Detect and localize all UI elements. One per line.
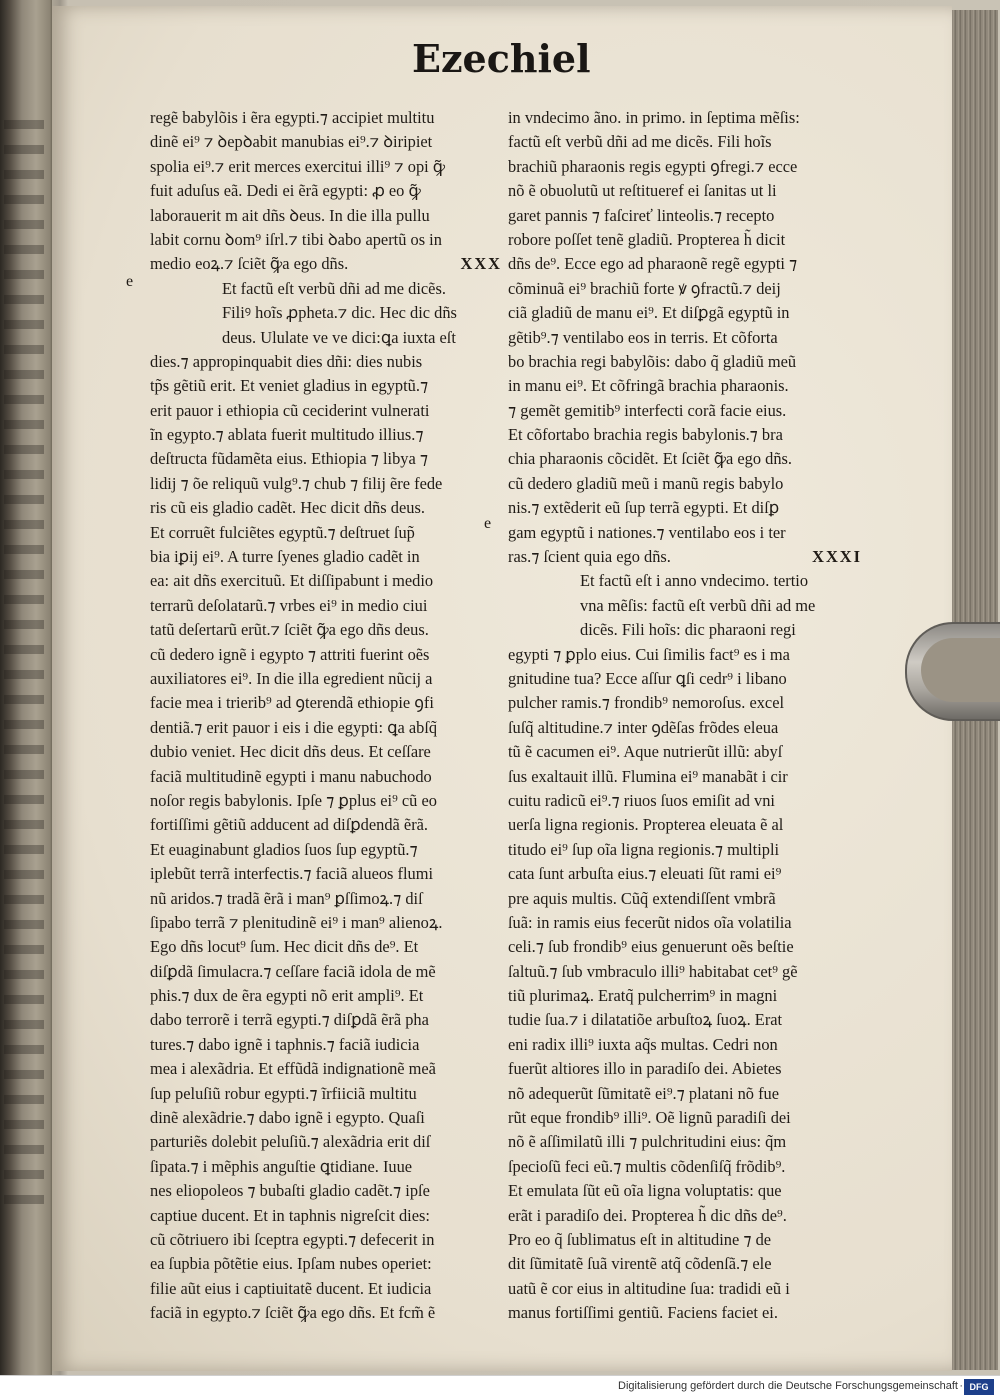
- text-line: [508, 204, 862, 228]
- text-line: [508, 130, 862, 154]
- text-line: [508, 521, 862, 545]
- text-line: [150, 813, 502, 837]
- text-line: [508, 716, 862, 740]
- text-line-content: gnitudine tua? Ecce aſſur ꝗſi cedr⁹ i libano: [508, 668, 787, 688]
- text-line: [150, 716, 502, 740]
- funding-notice: Digitalisierung gefördert durch die Deutsche Forschungsgemeinschaft: [618, 1380, 958, 1392]
- text-line: [508, 301, 862, 325]
- text-line: [150, 228, 502, 252]
- text-line: [150, 740, 502, 764]
- text-line: [508, 691, 862, 715]
- text-line-content: ſpecioſũ feci eũ.⁊ multis cõdenſiſq̃ frõdib⁹.: [508, 1156, 786, 1176]
- text-line: [508, 277, 862, 301]
- text-line: [508, 399, 862, 423]
- text-line: [508, 1082, 862, 1106]
- text-line-content: egypti ⁊ ꝑplo eius. Cui ſimilis fact⁹ es i ma: [508, 644, 790, 664]
- text-line-content: dubio veniet. Hec dicit dñs deus. Et ceſſare: [150, 742, 431, 762]
- text-line-content: pulcher ramis.⁊ frondib⁹ nemoroſus. excel: [508, 693, 785, 713]
- text-line-content: nõ ẽ aſſimilatũ illi ⁊ pulchritudini eius: q̃m: [508, 1132, 787, 1152]
- text-line: [150, 155, 502, 179]
- text-line: [150, 252, 502, 276]
- text-line: [508, 1008, 862, 1032]
- text-line: [508, 1179, 862, 1203]
- text-line-content: robore poſſet tenẽ gladiũ. Propterea h̃ dicit: [508, 229, 786, 249]
- text-line: [508, 1301, 862, 1325]
- text-line: [150, 1130, 502, 1154]
- text-line: [508, 350, 862, 374]
- text-line: [150, 1033, 502, 1057]
- left-column: [150, 106, 502, 1326]
- text-line: [508, 252, 862, 276]
- text-line: [508, 447, 862, 471]
- text-line: [508, 813, 862, 837]
- text-line-content: erãt i paradiſo dei. Propterea h̃ dic dñs de⁹.: [508, 1205, 787, 1225]
- text-line-content: phis.⁊ dux de ẽra egypti nõ erit ampli⁹. Et: [150, 986, 424, 1006]
- text-line-content: faciã multitudinẽ egypti i manu nabuchodo: [150, 766, 432, 786]
- text-line-content: titudo ei⁹ ſup oĩa ligna regionis.⁊ multipli: [508, 839, 780, 859]
- text-line-content: ras.⁊ ſcient quia ego dñs.: [508, 547, 671, 567]
- text-line-content: nõ ẽ obuolutũ ut reſtitueref ei ſanitas ut li: [508, 181, 777, 201]
- text-line-content: chia pharaonis cõcidẽt. Et ſciẽt ꝙ̃a ego dñs.: [508, 449, 793, 469]
- text-line: [150, 935, 502, 959]
- text-line: [508, 228, 862, 252]
- text-line: [150, 1204, 502, 1228]
- text-line: [150, 1252, 502, 1276]
- text-line: [150, 130, 502, 154]
- text-line: [508, 789, 862, 813]
- text-line: [150, 447, 502, 471]
- text-line: [150, 789, 502, 813]
- text-line-content: Et factũ eſt i anno vndecimo. tertio: [580, 571, 809, 591]
- text-line-content: spolia ei⁹.⁊ erit merces exercitui illi⁹ ⁊ opi ꝙ̃: [150, 156, 446, 176]
- text-line-content: Pro eo q̃ ſublimatus eſt in altitudine ⁊ de: [508, 1229, 772, 1249]
- text-line-content: dentiã.⁊ erit pauor i eis i die egypti: ꝗa abſq̃: [150, 717, 438, 737]
- text-line: [508, 740, 862, 764]
- text-line: [150, 1228, 502, 1252]
- text-line-content: mea i alexãdria. Et effũdã indignationẽ meã: [150, 1059, 436, 1079]
- text-line: [508, 643, 862, 667]
- text-line-content: nõ adequerũt ſũmitatẽ ei⁹.⁊ platani nõ fue: [508, 1083, 780, 1103]
- running-head: Ezechiel: [412, 36, 591, 81]
- text-line: [508, 545, 862, 569]
- text-line: [150, 301, 502, 325]
- text-line-content: dabo terrorẽ i terrã egypti.⁊ diſꝑdã ẽrã pha: [150, 1010, 429, 1030]
- text-line: [150, 1106, 502, 1130]
- text-line-content: lidij ⁊ õe reliquũ vulg⁹.⁊ chub ⁊ filij ẽre fede: [150, 473, 443, 493]
- text-line: [150, 1277, 502, 1301]
- text-line: [150, 765, 502, 789]
- text-line: [150, 106, 502, 130]
- text-line-content: erit pauor i ethiopia cũ ceciderint vulnerati: [150, 400, 430, 420]
- right-column: [508, 106, 862, 1326]
- text-line: [150, 326, 502, 350]
- book-page: [52, 6, 952, 1371]
- text-line: [508, 618, 862, 642]
- text-line: [508, 1155, 862, 1179]
- text-line-content: labit cornu ꝺom⁹ iſrl.⁊ tibi ꝺabo apertũ os in: [150, 229, 442, 249]
- text-line: [508, 374, 862, 398]
- text-line-content: diſꝑdã ſimulacra.⁊ ceſſare faciã idola de mẽ: [150, 961, 436, 981]
- text-line-content: auxiliatores ei⁹. In die illa egredient nũcij a: [150, 668, 433, 688]
- text-line: [508, 1277, 862, 1301]
- text-line: [508, 1130, 862, 1154]
- text-line-content: dinẽ ei⁹ ⁊ ꝺepꝺabit manubias ei⁹.⁊ ꝺiripiet: [150, 132, 433, 152]
- text-line-content: Ego dñs locut⁹ ſum. Hec dicit dñs de⁹. Et: [150, 937, 419, 957]
- book-clasp: [905, 622, 1000, 721]
- text-line: [508, 106, 862, 130]
- text-line-content: dicẽs. Fili hoĩs: dic pharaoni regi: [580, 620, 796, 640]
- text-line-content: ⁊ gemẽt gemitib⁹ interfecti corã facie eius.: [508, 400, 787, 420]
- text-line: [508, 960, 862, 984]
- text-line-content: factũ eſt verbũ dñi ad me dicẽs. Fili hoĩs: [508, 132, 772, 152]
- text-line: [508, 838, 862, 862]
- text-line: [150, 1155, 502, 1179]
- text-line-content: ſipata.⁊ i mẽphis anguſtie ꝗtidiane. Iuue: [150, 1156, 413, 1176]
- text-line-content: ſaltuũ.⁊ ſub vmbraculo illi⁹ habitabat cet⁹ gẽ: [508, 961, 798, 981]
- text-line: [150, 960, 502, 984]
- text-line: [150, 1057, 502, 1081]
- text-line: [508, 1204, 862, 1228]
- text-line-content: ſup peluſiũ robur egypti.⁊ ĩrfiiciã multitu: [150, 1083, 417, 1103]
- text-line-content: ſuſq̃ altitudine.⁊ inter ꝯdẽſas frõdes eleua: [508, 717, 779, 737]
- text-line: [150, 545, 502, 569]
- footer-separator: ·: [959, 1380, 963, 1392]
- text-line-content: ea: ait dñs exercituũ. Et diſſipabunt i medio: [150, 571, 434, 591]
- text-line-content: facie mea i trierib⁹ ad ꝯterendã ethiopie ꝯfi: [150, 693, 434, 713]
- text-line: [150, 667, 502, 691]
- text-line-content: in manu ei⁹. Et cõfringã brachia pharaonis.: [508, 376, 789, 396]
- text-line: [508, 887, 862, 911]
- text-line: [150, 399, 502, 423]
- text-line: [508, 594, 862, 618]
- text-line: [508, 765, 862, 789]
- margin-letter-right: e: [484, 515, 492, 532]
- text-line-content: manus fortiſſimi gentiũ. Faciens faciet ei.: [508, 1303, 778, 1323]
- text-line-content: uatũ ẽ cor eius in altitudine ſua: tradidi eũ i: [508, 1278, 790, 1298]
- text-line: [508, 472, 862, 496]
- text-line-content: terrarũ deſolatarũ.⁊ vrbes ei⁹ in medio ciui: [150, 595, 428, 615]
- text-line-content: ſuã: in ramis eius fecerũt nidos oĩa volatilia: [508, 912, 792, 932]
- text-line-content: fortiſſimi gẽtiũ adducent ad diſꝑdendã ẽrã.: [150, 815, 429, 835]
- book-clasp-inner: [921, 638, 1000, 702]
- text-line: [150, 1008, 502, 1032]
- footer-bar: [0, 1375, 1000, 1400]
- text-line: [150, 521, 502, 545]
- dfg-logo[interactable]: DFG: [964, 1379, 994, 1395]
- text-line: [150, 691, 502, 715]
- text-line-content: nũ aridos.⁊ tradã ẽrã i man⁹ ꝑſſimoꝝ.⁊ diſ: [150, 888, 423, 908]
- text-line: [150, 350, 502, 374]
- text-line-content: Et euaginabunt gladios ſuos ſup egyptũ.⁊: [150, 839, 418, 859]
- text-line-content: captiue ducent. Et in taphnis nigreſcit dies:: [150, 1205, 430, 1225]
- text-line-content: cũ cõtriuero ibi ſceptra egypti.⁊ defecerit in: [150, 1229, 435, 1249]
- text-line-content: Et factũ eſt verbũ dñi ad me dicẽs.: [222, 278, 446, 298]
- text-line-content: dit ſũmitatẽ ſuã virentẽ atq̃ cõdenſã.⁊ ele: [508, 1254, 772, 1274]
- text-line-content: ris cũ eis gladio cadẽt. Hec dicit dñs deus.: [150, 498, 425, 518]
- text-line-content: brachiũ pharaonis regis egypti ꝯfregi.⁊ ecce: [508, 156, 798, 176]
- text-line: [508, 1057, 862, 1081]
- text-line-content: parturiẽs dolebit peluſiũ.⁊ alexãdria erit diſ: [150, 1132, 431, 1152]
- margin-letter-left: e: [126, 273, 134, 290]
- text-line-content: in vndecimo ãno. in primo. in ſeptima mẽſis:: [508, 108, 800, 127]
- text-line-content: dñs de⁹. Ecce ego ad pharaonẽ regẽ egypti ⁊: [508, 254, 798, 274]
- text-line: [150, 618, 502, 642]
- text-line-content: eni radix illi⁹ iuxta aq̃s multas. Cedri non: [508, 1034, 778, 1054]
- text-line: [508, 862, 862, 886]
- text-line-content: tatũ deſertarũ erũt.⁊ ſciẽt ꝙ̃a ego dñs deus.: [150, 620, 429, 640]
- text-line-content: tudie ſua.⁊ i dilatatiõe arbuſtoꝝ ſuoꝝ. Erat: [508, 1010, 783, 1030]
- text-line: [150, 374, 502, 398]
- text-line: [150, 1179, 502, 1203]
- text-line-content: ſipabo terrã ⁊ plenitudinẽ ei⁹ i man⁹ alienoꝝ.: [150, 912, 443, 932]
- text-line: [150, 838, 502, 862]
- text-line: [508, 423, 862, 447]
- text-line-content: cuitu radicũ ei⁹.⁊ riuos ſuos emiſit ad vni: [508, 790, 775, 810]
- text-line-content: ciã gladiũ de manu ei⁹. Et diſꝑgã egyptũ in: [508, 303, 790, 323]
- text-line: [150, 594, 502, 618]
- text-line: [150, 423, 502, 447]
- chapter-number: XXX: [460, 254, 502, 274]
- text-line-content: tũ ẽ cacumen ei⁹. Aque nutrierũt illũ: abyſ: [508, 742, 783, 762]
- text-line: [508, 1033, 862, 1057]
- text-line: [150, 984, 502, 1008]
- text-line-content: tiũ plurimaꝝ. Eratq̃ pulcherrim⁹ in magni: [508, 986, 778, 1006]
- text-line: [508, 935, 862, 959]
- text-line-content: rũt eque frondib⁹ illi⁹. Oẽ lignũ paradiſi dei: [508, 1108, 791, 1128]
- text-line-content: bo brachia regi babylõis: dabo q̃ gladiũ meũ: [508, 351, 797, 371]
- text-line: [150, 911, 502, 935]
- text-line-content: tp̃s gẽtiũ erit. Et veniet gladius in egyptũ.⁊: [150, 376, 429, 396]
- text-line-content: Et corruẽt fulciẽtes egyptũ.⁊ deſtruet ſup̃: [150, 522, 415, 542]
- text-line-content: gẽtib⁹.⁊ ventilabo eos in terris. Et cõforta: [508, 327, 778, 347]
- text-line-content: Et emulata ſũt eũ oĩa ligna voluptatis: que: [508, 1181, 782, 1201]
- text-line-content: tures.⁊ dabo ignẽ i taphnis.⁊ faciã iudicia: [150, 1034, 420, 1054]
- text-line: [150, 862, 502, 886]
- text-line-content: garet pannis ⁊ faſcireť linteolis.⁊ recepto: [508, 205, 775, 225]
- text-line: [508, 1106, 862, 1130]
- text-line-content: bia iꝑij ei⁹. A turre ſyenes gladio cadẽt in: [150, 547, 420, 567]
- text-line: [508, 667, 862, 691]
- text-line-content: noſor regis babylonis. Ipſe ⁊ ꝑplus ei⁹ cũ eo: [150, 790, 437, 810]
- text-line-content: Filiꝰ hoĩs ꝓpheta.⁊ dic. Hec dic dñs: [222, 303, 457, 323]
- text-line-content: iplebũt terrã interfectis.⁊ faciã alueos flumi: [150, 864, 434, 884]
- chapter-number: XXXI: [812, 547, 862, 567]
- text-line: [150, 1301, 502, 1325]
- text-line: [150, 1082, 502, 1106]
- text-line-content: ea ſupbia põtẽtie eius. Ipſam nubes operiet:: [150, 1254, 432, 1274]
- text-line: [508, 1228, 862, 1252]
- text-line: [150, 472, 502, 496]
- text-line: [150, 569, 502, 593]
- text-line-content: deſtructa fũdamẽta eius. Ethiopia ⁊ libya ⁊: [150, 449, 429, 469]
- text-line-content: vna mẽſis: factũ eſt verbũ dñi ad me: [580, 595, 816, 615]
- text-line: [150, 179, 502, 203]
- text-line: [150, 643, 502, 667]
- text-line-content: cũ dedero gladiũ meũ i manũ regis babylo: [508, 473, 784, 493]
- text-line: [508, 155, 862, 179]
- text-line-content: cata ſunt arbuſta eius.⁊ eleuati ſũt rami ei⁹: [508, 864, 782, 884]
- text-line-content: nis.⁊ extẽderit eũ ſup terrã egypti. Et diſꝑ: [508, 498, 780, 518]
- text-line: [508, 326, 862, 350]
- text-line: [508, 569, 862, 593]
- text-line-content: gam egyptũ i nationes.⁊ ventilabo eos i ter: [508, 522, 786, 542]
- text-line-content: faciã in egypto.⁊ ſciẽt ꝙ̃a ego dñs. Et fcm̃ ẽ: [150, 1303, 436, 1323]
- facing-page-edge: [0, 0, 52, 1375]
- text-line-content: dies.⁊ appropinquabit dies dñi: dies nubis: [150, 351, 423, 371]
- text-line-content: pre aquis multis. Cũq̃ extendiſſent vmbrã: [508, 888, 776, 908]
- text-line-content: fuit aduſus eã. Dedi ei ẽrã egypti: ꝓ eo ꝙ̃: [150, 181, 421, 201]
- text-line-content: celi.⁊ ſub frondib⁹ eius genuerunt oẽs beſtie: [508, 937, 794, 957]
- text-line: [150, 887, 502, 911]
- text-line-content: regẽ babylõis i ẽra egypti.⁊ accipiet multitu: [150, 108, 435, 127]
- text-line: [508, 911, 862, 935]
- text-line-content: deus. Ululate ve ve dici:ꝗa iuxta eſt: [222, 327, 456, 347]
- text-line-content: medio eoꝝ.⁊ ſciẽt ꝙ̃a ego dñs.: [150, 254, 349, 274]
- text-line: [150, 496, 502, 520]
- text-line-content: dinẽ alexãdrie.⁊ dabo ignẽ i egypto. Quaſi: [150, 1108, 425, 1128]
- text-line-content: ſus exaltauit illũ. Flumina ei⁹ manabãt i cir: [508, 766, 788, 786]
- text-line-content: cõminuã ei⁹ brachiũ forte ꝟ ꝯfractũ.⁊ deij: [508, 278, 781, 298]
- text-line: [508, 1252, 862, 1276]
- text-line: [508, 496, 862, 520]
- text-line: [508, 984, 862, 1008]
- text-line: [150, 277, 502, 301]
- text-line-content: cũ dedero ignẽ i egypto ⁊ attriti fuerint oẽs: [150, 644, 430, 664]
- facing-page-text-fragment: [4, 120, 44, 1220]
- text-line-content: Et cõfortabo brachia regis babylonis.⁊ bra: [508, 425, 783, 445]
- text-line-content: uerſa ligna regionis. Propterea eleuata ẽ al: [508, 815, 784, 835]
- text-line: [150, 204, 502, 228]
- text-line: [508, 179, 862, 203]
- text-line-content: ĩn egypto.⁊ ablata fuerit multitudo illius.⁊: [150, 425, 424, 445]
- text-line-content: filie aũt eius i captiuitatẽ ducent. Et iudicia: [150, 1278, 432, 1298]
- text-line-content: laborauerit m ait dñs ꝺeus. In die illa pullu: [150, 205, 430, 225]
- text-line-content: nes eliopoleos ⁊ bubaſti gladio cadẽt.⁊ ipſe: [150, 1181, 430, 1201]
- text-line-content: fuerũt altiores illo in paradiſo dei. Abietes: [508, 1059, 782, 1079]
